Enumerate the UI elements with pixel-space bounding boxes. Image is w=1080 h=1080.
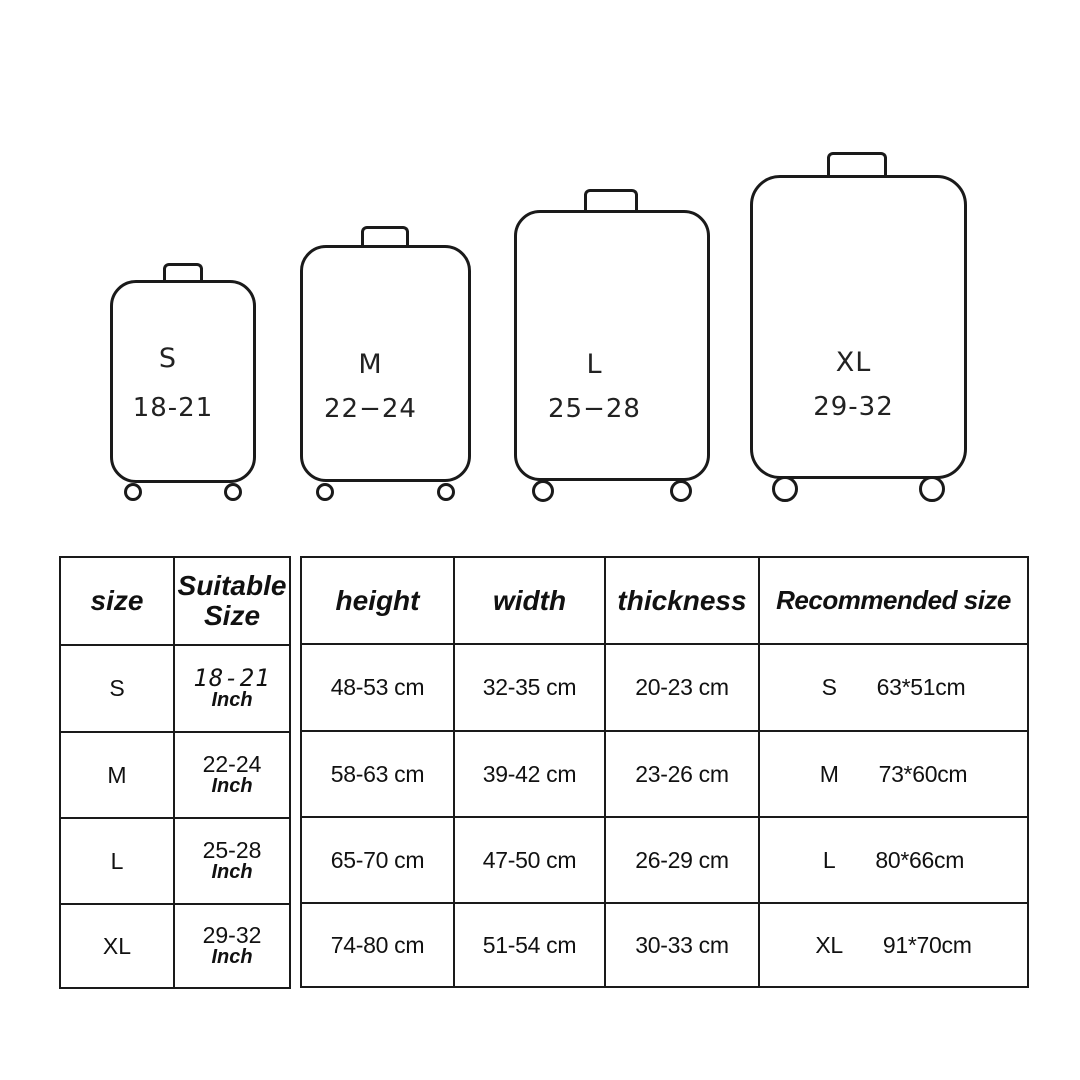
- header-size: size: [60, 557, 174, 645]
- suitable-unit: Inch: [211, 688, 253, 711]
- wheel-icon: [670, 480, 692, 502]
- table-row: [301, 644, 1028, 731]
- recommended-pair: [760, 932, 1027, 959]
- suitable-range: 29-32: [202, 922, 262, 948]
- cell-height: 58-63 cm: [301, 731, 454, 817]
- table-row: [301, 817, 1028, 903]
- row-suitable: [174, 645, 290, 732]
- suitcase-m: [300, 226, 471, 503]
- wheel-icon: [316, 483, 334, 501]
- cell-recommended: [759, 903, 1028, 987]
- cell-thickness: 30-33 cm: [605, 903, 759, 987]
- suitcase-size-label: XL: [835, 347, 872, 378]
- table-row: [301, 903, 1028, 987]
- table-row: [60, 732, 290, 818]
- cell-height: 74-80 cm: [301, 903, 454, 987]
- cell-width: 39-42 cm: [454, 731, 605, 817]
- header-thickness: thickness: [605, 557, 759, 644]
- header-suitable-size: [174, 557, 290, 645]
- suitcase-s: [110, 263, 256, 503]
- recommended-dimensions: 63*51cm: [876, 674, 966, 700]
- row-size: XL: [60, 904, 174, 988]
- table-row: [301, 731, 1028, 817]
- suitable-unit: Inch: [211, 861, 253, 883]
- cell-recommended: [759, 817, 1028, 903]
- cell-width: 32-35 cm: [454, 644, 605, 731]
- header-suitable-line2: Size: [203, 600, 261, 631]
- table-row: [60, 645, 290, 732]
- wheel-icon: [919, 476, 945, 502]
- table-header-row: [60, 557, 290, 645]
- suitcase-xl: [750, 152, 967, 503]
- suitcase-body: [750, 175, 967, 479]
- suitcase-range-label: 18-21: [132, 393, 214, 423]
- recommended-dimensions: 91*70cm: [882, 931, 972, 958]
- suitcase-size-label: L: [586, 349, 603, 380]
- recommended-dimensions: 80*66cm: [875, 846, 965, 873]
- wheel-icon: [772, 476, 798, 502]
- row-suitable: [174, 904, 290, 988]
- recommended-pair: [760, 674, 1027, 701]
- suitcase-body: [110, 280, 256, 483]
- wheel-icon: [532, 480, 554, 502]
- cell-height: 65-70 cm: [301, 817, 454, 903]
- recommended-pair: [760, 847, 1027, 874]
- suitcase-range-label: 22−24: [324, 394, 417, 424]
- header-width: width: [454, 557, 605, 644]
- row-size: L: [60, 818, 174, 904]
- recommended-size-code: L: [822, 846, 836, 873]
- row-size: M: [60, 732, 174, 818]
- cell-width: 47-50 cm: [454, 817, 605, 903]
- row-suitable: [174, 818, 290, 904]
- suitable-range: 18-21: [193, 663, 271, 692]
- suitable-unit: Inch: [211, 775, 253, 797]
- suitable-unit: Inch: [211, 946, 253, 968]
- row-suitable: [174, 732, 290, 818]
- wheel-icon: [124, 483, 142, 501]
- suitcase-body: [514, 210, 710, 481]
- recommended-pair: [760, 761, 1027, 788]
- header-suitable-line1: Suitable: [177, 570, 287, 601]
- table-row: [60, 904, 290, 988]
- header-height: height: [301, 557, 454, 644]
- suitable-range: 25-28: [202, 837, 262, 863]
- wheel-icon: [224, 483, 242, 501]
- table-header-row: [301, 557, 1028, 644]
- cell-thickness: 26-29 cm: [605, 817, 759, 903]
- row-size: S: [60, 645, 174, 732]
- recommended-size-code: S: [821, 674, 837, 700]
- cell-recommended: [759, 644, 1028, 731]
- wheel-icon: [437, 483, 455, 501]
- dimensions-table: [300, 556, 1029, 988]
- cell-recommended: [759, 731, 1028, 817]
- suitable-range: 22-24: [202, 751, 262, 777]
- header-recommended-size: Recommended size: [759, 557, 1028, 644]
- suitcase-size-label: S: [158, 343, 178, 374]
- suitcase-range-label: 29-32: [813, 392, 894, 422]
- cell-thickness: 23-26 cm: [605, 731, 759, 817]
- size-suitability-table: [59, 556, 291, 989]
- recommended-dimensions: 73*60cm: [878, 760, 968, 787]
- recommended-size-code: XL: [815, 931, 843, 958]
- cell-thickness: 20-23 cm: [605, 644, 759, 731]
- cell-height: 48-53 cm: [301, 644, 454, 731]
- suitcase-l: [514, 189, 710, 503]
- suitcase-size-label: M: [358, 349, 383, 380]
- recommended-size-code: M: [819, 760, 839, 787]
- suitcase-range-label: 25−28: [548, 394, 641, 424]
- table-row: [60, 818, 290, 904]
- cell-width: 51-54 cm: [454, 903, 605, 987]
